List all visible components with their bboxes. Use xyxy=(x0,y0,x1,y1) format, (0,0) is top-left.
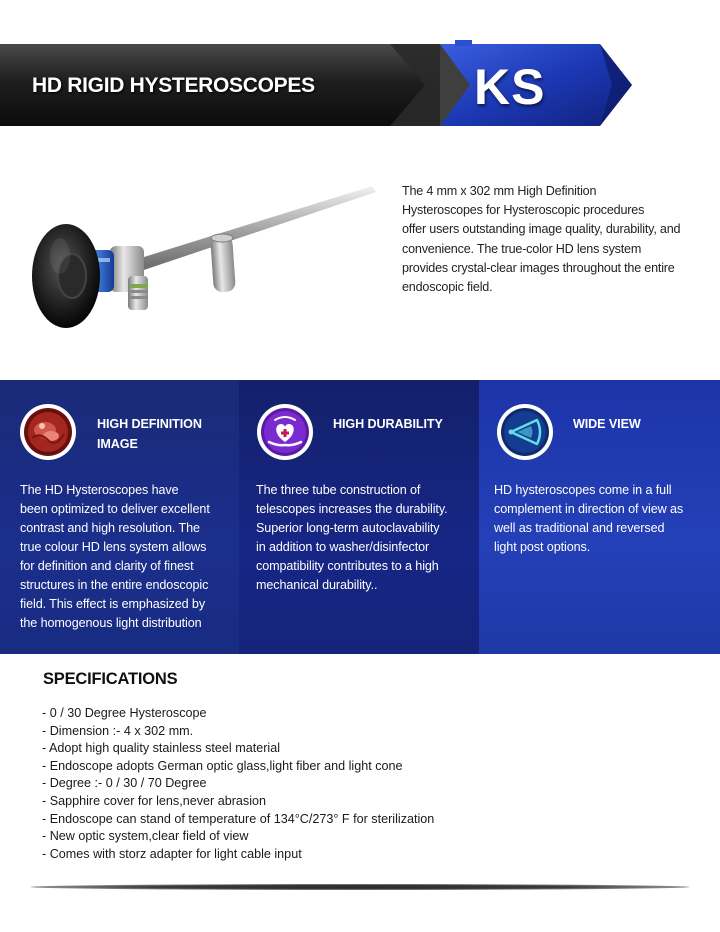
feature-title xyxy=(333,414,463,434)
feature-line: complement in direction of view as xyxy=(494,502,684,516)
brand-logo: KS xyxy=(474,59,546,115)
feature-line: true colour HD lens system allows xyxy=(20,540,207,554)
feature-high-definition xyxy=(0,380,239,654)
spec-item: - 0 / 30 Degree Hysteroscope xyxy=(42,706,207,720)
hysteroscope-image xyxy=(20,178,390,358)
banner-title: HD RIGID HYSTEROSCOPES xyxy=(32,74,315,97)
spec-item: - Degree :- 0 / 30 / 70 Degree xyxy=(42,776,207,791)
feature-line: contrast and high resolution. The xyxy=(20,521,200,535)
spec-item: - Sapphire cover for lens,never abrasion xyxy=(42,793,267,808)
feature-line: been optimized to deliver excellent xyxy=(20,502,210,516)
feature-line: in addition to washer/disinfector xyxy=(256,540,430,554)
spec-item: - Comes with storz adapter for light cable input xyxy=(42,846,302,861)
feature-high-durability xyxy=(239,380,479,654)
feature-title-line: WIDE VIEW xyxy=(573,417,641,431)
feature-line: telescopes increases the durability. xyxy=(256,502,448,516)
feature-line: compatibility contributes to a high xyxy=(256,559,439,573)
intro-paragraph xyxy=(402,182,702,297)
feature-title-line: HIGH DURABILITY xyxy=(333,417,443,431)
specifications-title: SPECIFICATIONS xyxy=(43,670,178,688)
spec-item: - New optic system,clear field of view xyxy=(42,829,249,844)
feature-line: field. This effect is emphasized by xyxy=(20,597,206,611)
feature-line: light post options. xyxy=(494,540,591,554)
feature-line: The HD Hysteroscopes have xyxy=(20,483,179,497)
intro-line: endoscopic field. xyxy=(402,280,493,295)
feature-description xyxy=(494,481,708,557)
feature-description xyxy=(256,481,470,595)
feature-line: HD hysteroscopes come in a full xyxy=(494,483,672,497)
intro-line: Hysteroscopes for Hysteroscopic procedures xyxy=(402,203,645,218)
features-band xyxy=(0,380,720,654)
feature-title-line: HIGH DEFINITION xyxy=(97,417,202,431)
feature-line: structures in the entire endoscopic xyxy=(20,578,209,592)
specifications-list xyxy=(42,705,434,863)
feature-line: for definition and clarity of finest xyxy=(20,559,194,573)
feature-description xyxy=(20,481,232,633)
feature-line: The three tube construction of xyxy=(256,483,421,497)
feature-line: well as traditional and reversed xyxy=(494,521,665,535)
hd-image-icon xyxy=(18,402,78,462)
intro-line: convenience. The true-color HD lens system xyxy=(402,241,642,256)
feature-title xyxy=(573,414,703,434)
spec-item: - Endoscope can stand of temperature of 134°C/273° F for sterilization xyxy=(42,811,435,826)
header-banner xyxy=(0,40,720,130)
intro-line: offer users outstanding image quality, durability, and xyxy=(402,222,681,237)
spec-item: - Adopt high quality stainless steel material xyxy=(42,741,281,756)
feature-line: the homogenous light distribution xyxy=(20,616,202,630)
spec-item: - Dimension :- 4 x 302 mm. xyxy=(42,723,194,738)
bottom-divider xyxy=(30,884,690,890)
intro-line: The 4 mm x 302 mm High Definition xyxy=(402,184,597,198)
feature-title xyxy=(97,414,227,454)
feature-line: mechanical durability.. xyxy=(256,578,378,592)
feature-wide-view xyxy=(479,380,720,654)
spec-item: - Endoscope adopts German optic glass,light fiber and light cone xyxy=(42,758,403,773)
feature-line: Superior long-term autoclavability xyxy=(256,521,440,535)
durability-heart-icon xyxy=(255,402,315,462)
wide-view-icon xyxy=(495,402,555,462)
feature-title-line: IMAGE xyxy=(97,437,138,451)
intro-line: provides crystal-clear images throughout the entire xyxy=(402,260,675,275)
